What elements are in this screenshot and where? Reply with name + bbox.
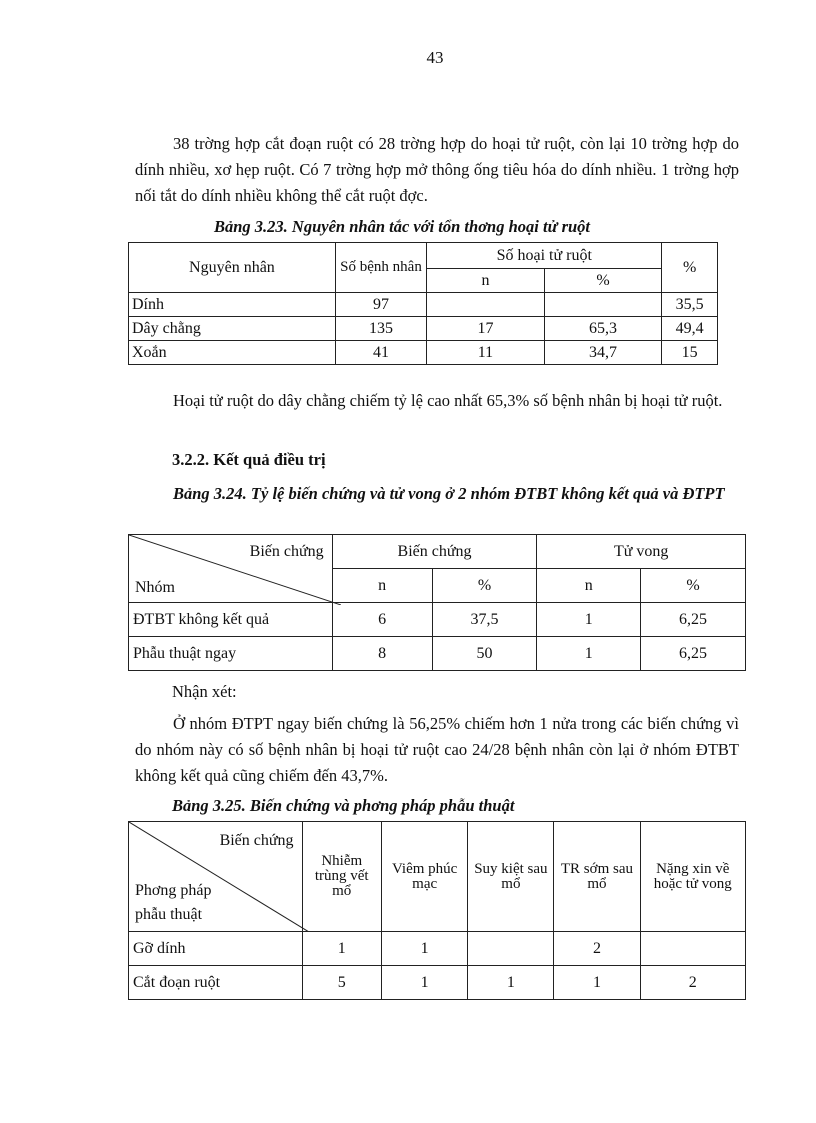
section-heading: 3.2.2. Kết quả điều trị: [172, 450, 326, 469]
row-group: Phẫu thuật ngay: [129, 637, 333, 671]
row-value: [640, 932, 746, 966]
header-necrosis: Số hoại tử ruột: [427, 243, 662, 269]
row-complication-n: 8: [332, 637, 432, 671]
row-death-n: 1: [537, 603, 641, 637]
row-sub-percent: 65,3: [544, 317, 662, 341]
row-value: 1: [302, 932, 381, 966]
row-value: 2: [554, 932, 640, 966]
row-sub-percent: 34,7: [544, 341, 662, 365]
row-cause: Dính: [129, 293, 336, 317]
row-method: Cắt đoạn ruột: [129, 966, 303, 1000]
row-death-percent: 6,25: [641, 637, 746, 671]
header-early-death: TR sớm sau mổ: [554, 822, 640, 932]
header-severe-or-death: Nặng xin về hoặc tử vong: [640, 822, 746, 932]
corner-top-label: Biến chứng: [249, 543, 324, 560]
table-row: [129, 932, 746, 966]
header-n: n: [537, 569, 641, 603]
row-value: 1: [381, 932, 467, 966]
paragraph-1: 38 trờng hợp cắt đoạn ruột có 28 trờng hợp do hoại tử ruột, còn lại 10 trờng hợp do dính nhiều, xơ hẹp ruột. Có 7 trờng hợp mở thông ống tiêu hóa do dính nhiều. 1 trờng hợp nối tắt do dính nhiều không thể cắt ruột đợc.: [135, 134, 739, 205]
row-n: [427, 293, 545, 317]
row-complication-percent: 50: [432, 637, 537, 671]
table-3-23-caption: Bảng 3.23. Nguyên nhân tắc với tổn thơng hoại tử ruột: [214, 217, 591, 236]
table-3-25-caption: Bảng 3.25. Biến chứng và phơng pháp phẫu thuật: [172, 796, 515, 815]
header-complication: Biến chứng: [332, 535, 537, 569]
row-value: 1: [468, 966, 554, 1000]
corner-bottom-label-1: Phơng pháp: [135, 882, 212, 899]
corner-bottom-label-2: phẫu thuật: [135, 906, 203, 923]
row-value: 1: [381, 966, 467, 1000]
row-death-n: 1: [537, 637, 641, 671]
row-n: 11: [427, 341, 545, 365]
remark-label: Nhận xét:: [172, 682, 237, 701]
header-percent: %: [662, 243, 718, 293]
table-row: [129, 317, 718, 341]
paragraph-3: Ở nhóm ĐTPT ngay biến chứng là 56,25% chiếm hơn 1 nửa trong các biến chứng vì do nhóm này có số bệnh nhân bị hoại tử ruột cao 24/28 bệnh nhân còn lại ở nhóm ĐTBT không kết quả cũng chiếm đến 43,7%.: [135, 714, 739, 785]
paragraph-2: Hoại tử ruột do dây chằng chiếm tỷ lệ cao nhất 65,3% số bệnh nhân bị hoại tử ruột.: [173, 391, 723, 410]
table-row: [129, 603, 746, 637]
table-3-24-caption: Bảng 3.24. Tỷ lệ biến chứng và tử vong ở 2 nhóm ĐTBT không kết quả và ĐTPT: [173, 484, 725, 503]
header-infection: Nhiễm trùng vết mổ: [302, 822, 381, 932]
header-cause: Nguyên nhân: [129, 243, 336, 293]
table-row: [129, 293, 718, 317]
table-row: [129, 637, 746, 671]
row-percent: 49,4: [662, 317, 718, 341]
row-patients: 135: [335, 317, 426, 341]
row-value: 1: [554, 966, 640, 1000]
table-3-24-corner: [129, 535, 333, 603]
row-cause: Xoắn: [129, 341, 336, 365]
table-row: [129, 341, 718, 365]
row-patients: 41: [335, 341, 426, 365]
header-sub-percent: %: [544, 269, 662, 293]
table-3-25: [128, 821, 746, 1000]
table-3-25-corner: [129, 822, 303, 932]
header-percent: %: [641, 569, 746, 603]
row-value: 2: [640, 966, 746, 1000]
row-value: 5: [302, 966, 381, 1000]
row-death-percent: 6,25: [641, 603, 746, 637]
header-exhaustion: Suy kiệt sau mổ: [468, 822, 554, 932]
corner-bottom-label: Nhóm: [135, 579, 175, 596]
page-number: 43: [426, 48, 444, 67]
header-n: n: [332, 569, 432, 603]
row-percent: 35,5: [662, 293, 718, 317]
row-sub-percent: [544, 293, 662, 317]
row-cause: Dây chằng: [129, 317, 336, 341]
row-complication-percent: 37,5: [432, 603, 537, 637]
header-death: Tử vong: [537, 535, 746, 569]
row-patients: 97: [335, 293, 426, 317]
row-value: [468, 932, 554, 966]
row-complication-n: 6: [332, 603, 432, 637]
header-patients: Số bệnh nhân: [335, 243, 426, 293]
row-n: 17: [427, 317, 545, 341]
table-row: [129, 966, 746, 1000]
row-method: Gỡ dính: [129, 932, 303, 966]
row-group: ĐTBT không kết quả: [129, 603, 333, 637]
table-3-24: [128, 534, 746, 671]
header-percent: %: [432, 569, 537, 603]
corner-top-label: Biến chứng: [219, 832, 294, 849]
header-n: n: [427, 269, 545, 293]
row-percent: 15: [662, 341, 718, 365]
header-peritonitis: Viêm phúc mạc: [381, 822, 467, 932]
table-3-23: [128, 242, 718, 365]
